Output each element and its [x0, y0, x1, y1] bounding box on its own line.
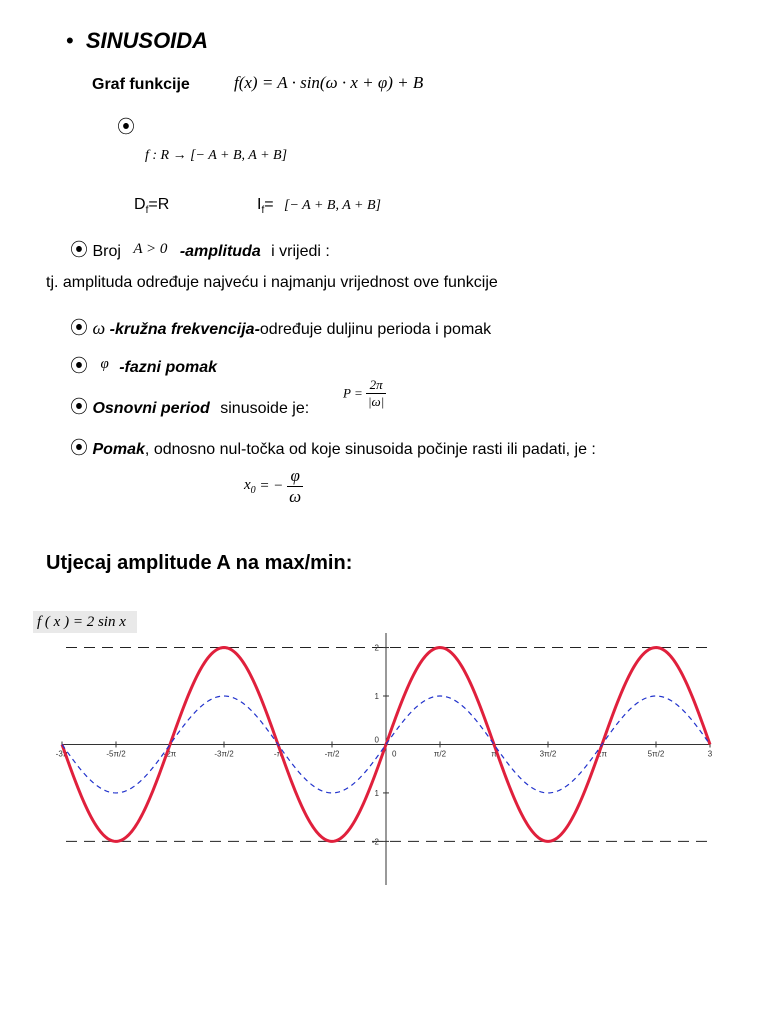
- y-tick-label: 0: [374, 735, 379, 745]
- omega-rest: određuje duljinu perioda i pomak: [259, 321, 492, 338]
- period-term: Osnovni period: [92, 400, 210, 417]
- radio-bullet-3: ⦿: [70, 318, 88, 338]
- x-tick-label: -3π/2: [214, 749, 234, 759]
- amplitude-note: tj. amplituda određuje najveću i najmanju vrijednost ove funkcije: [46, 274, 498, 291]
- period-den: |ω|: [367, 394, 385, 409]
- x-tick-label: 3: [707, 749, 713, 759]
- x-tick-label: 5π/2: [647, 749, 665, 759]
- image-interval: [− A + B, A + B]: [284, 198, 381, 213]
- title-bullet: •: [66, 28, 74, 53]
- y-tick-label: 1: [374, 788, 379, 798]
- x0-den: ω: [289, 487, 302, 506]
- amplitude-suffix: i vrijedi :: [271, 243, 330, 260]
- x-tick-label: 3π/2: [539, 749, 557, 759]
- amplitude-condition: A > 0: [133, 241, 168, 257]
- x0-lhs-main: x: [244, 477, 251, 493]
- domain-value: =R: [148, 196, 170, 213]
- x-tick-label: -2π: [163, 749, 177, 759]
- x-tick-label: -5π/2: [106, 749, 126, 759]
- graf-label: Graf funkcije: [92, 76, 190, 93]
- amplitude-prefix: Broj: [92, 243, 121, 260]
- radio-bullet-2: ⦿: [70, 240, 88, 260]
- section-heading: Utjecaj amplitude A na max/min:: [46, 552, 353, 574]
- domain-label: D: [134, 196, 146, 213]
- x-tick-label: -3π: [55, 749, 69, 759]
- chart-title: f ( x ) = 2 sin x: [33, 611, 137, 633]
- x-tick-label: π: [491, 749, 497, 759]
- omega-term: -kružna frekvencija-: [109, 321, 260, 338]
- x-tick-label: -π: [273, 749, 283, 759]
- y-tick-label: 2: [374, 643, 379, 653]
- phi-term: -fazni pomak: [119, 359, 218, 376]
- amplitude-term: -amplituda: [179, 243, 261, 260]
- period-num: 2π: [369, 377, 383, 392]
- y-tick-label: -2: [371, 837, 379, 847]
- x-tick-label: π/2: [433, 749, 447, 759]
- image-eq: =: [264, 196, 274, 213]
- y-tick-label: 1: [374, 692, 379, 701]
- phi-symbol: φ: [100, 356, 109, 372]
- image-sub: f: [261, 205, 265, 217]
- pomak-term: Pomak: [92, 441, 145, 458]
- graf-formula: f(x) = A · sin(ω · x + φ) + B: [234, 73, 424, 92]
- x-tick-label: 2π: [597, 749, 607, 759]
- x0-num: φ: [290, 466, 300, 485]
- mapping-formula: f : R → [− A + B, A + B]: [145, 148, 288, 163]
- image-label: I: [257, 196, 262, 213]
- pomak-text: , odnosno nul-točka od koje sinusoida počinje rasti ili padati, je :: [144, 441, 596, 458]
- omega-symbol: ω: [92, 318, 106, 338]
- radio-bullet-6: ⦿: [70, 438, 88, 458]
- x0-eq: = −: [259, 478, 284, 494]
- page-title: SINUSOIDA: [85, 28, 209, 53]
- radio-bullet-1: ⦿: [117, 117, 135, 137]
- x-tick-label: -π/2: [324, 749, 340, 759]
- domain-sub: f: [145, 205, 149, 217]
- period-text: sinusoide je:: [220, 400, 310, 417]
- x-tick-label-zero: 0: [392, 749, 397, 759]
- period-lhs: P =: [343, 385, 363, 401]
- x0-lhs-sub: 0: [250, 485, 256, 496]
- radio-bullet-5: ⦿: [70, 397, 88, 417]
- radio-bullet-4: ⦿: [70, 356, 88, 376]
- chart-axes: [62, 633, 710, 885]
